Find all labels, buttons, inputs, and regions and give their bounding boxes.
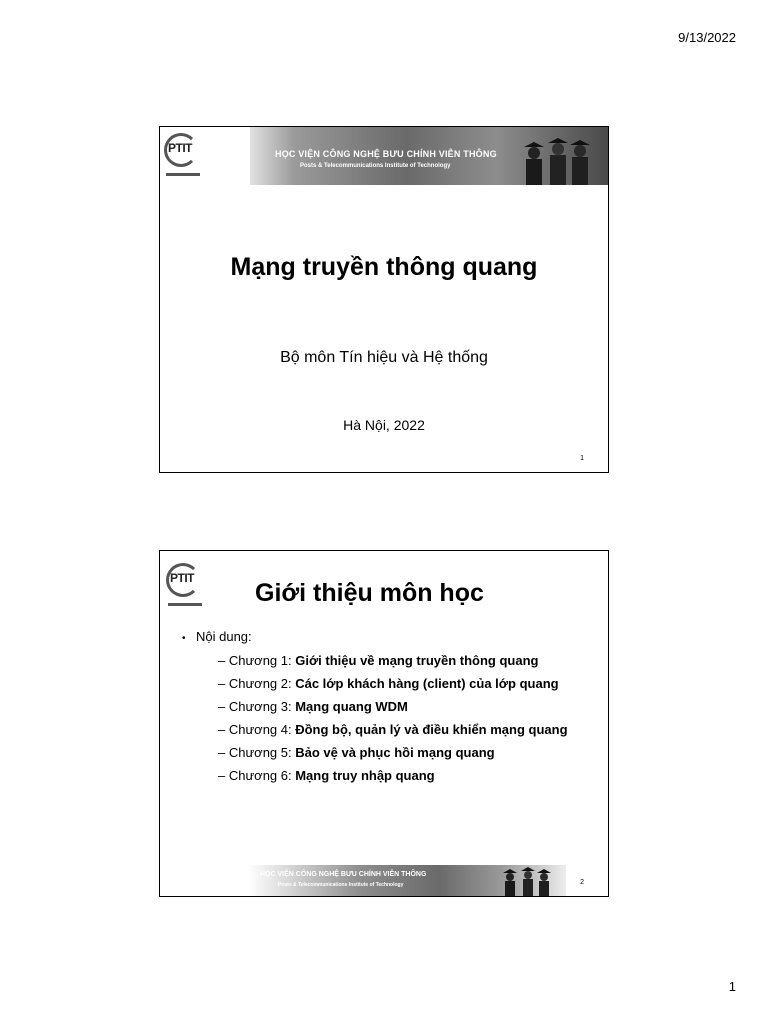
ptit-logo: PTIT <box>166 561 206 605</box>
list-item: – Chương 4: Đồng bộ, quản lý và điều khiển mạng quang <box>218 722 568 737</box>
institute-banner <box>248 865 566 897</box>
institute-name-en: Posts & Telecommunications Institute of Technology <box>278 882 404 888</box>
list-item: – Chương 1: Giới thiệu về mạng truyền thông quang <box>218 653 539 668</box>
slide-1 <box>159 126 609 473</box>
institute-name-en: Posts & Telecommunications Institute of Technology <box>300 163 451 169</box>
slide-2 <box>159 550 609 897</box>
content-list <box>182 629 568 791</box>
list-item: – Chương 5: Bảo vệ và phục hồi mạng quang <box>218 745 495 760</box>
page-number: 1 <box>728 979 736 994</box>
slide-number: 1 <box>580 455 584 462</box>
institute-name-vn: HỌC VIỆN CÔNG NGHỆ BƯU CHÍNH VIỄN THÔNG <box>275 149 497 159</box>
list-lead: • Nội dung: <box>182 629 252 644</box>
list-item: – Chương 6: Mạng truy nhập quang <box>218 768 435 783</box>
list-item: – Chương 2: Các lớp khách hàng (client) của lớp quang <box>218 676 559 691</box>
slide-number: 2 <box>580 879 584 886</box>
slide-place-date: Hà Nội, 2022 <box>343 417 425 433</box>
list-item: – Chương 3: Mạng quang WDM <box>218 699 408 714</box>
logo-area <box>160 127 250 185</box>
slide-title: Giới thiệu môn học <box>255 579 484 607</box>
institute-banner <box>160 127 608 185</box>
slide-subtitle: Bộ môn Tín hiệu và Hệ thống <box>280 349 488 366</box>
print-date: 9/13/2022 <box>678 30 736 45</box>
institute-name-vn: HỌC VIỆN CÔNG NGHỆ BƯU CHÍNH VIỄN THÔNG <box>260 871 427 878</box>
graduates-image <box>516 135 596 185</box>
ptit-logo: PTIT <box>164 131 204 175</box>
graduates-image <box>496 865 556 897</box>
slide-title: Mạng truyền thông quang <box>230 253 538 281</box>
